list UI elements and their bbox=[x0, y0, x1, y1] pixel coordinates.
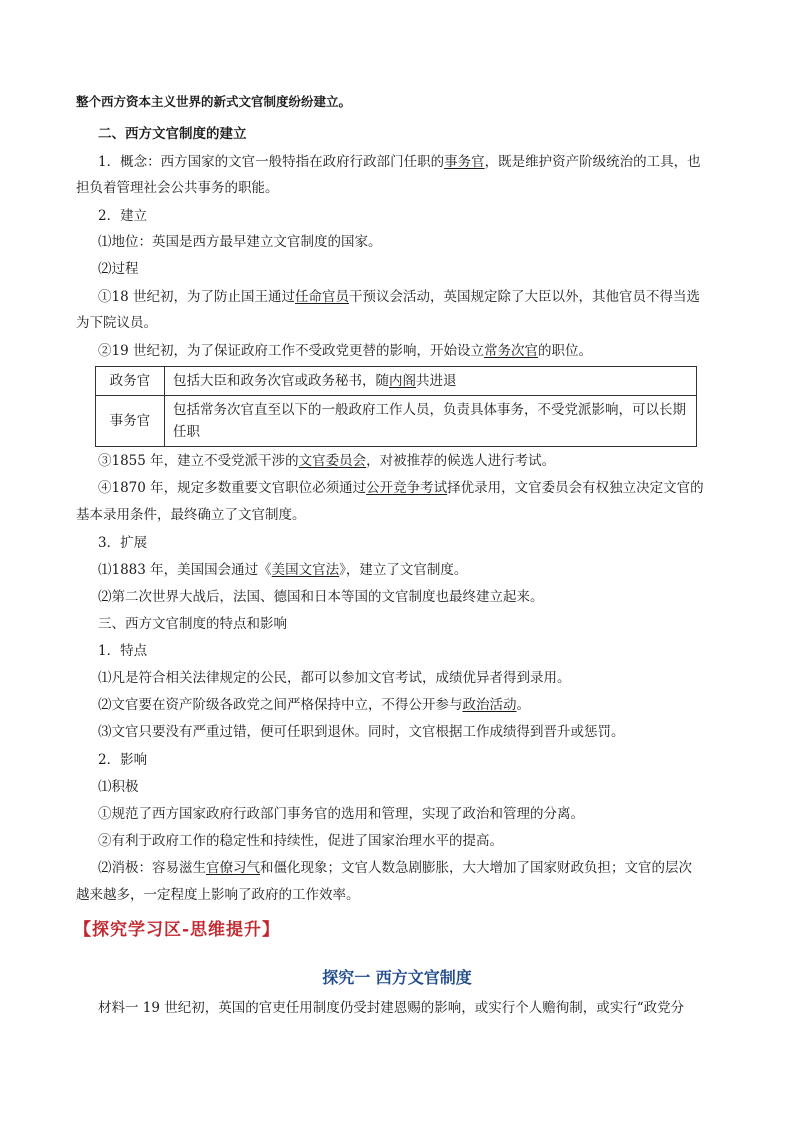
expand-item-2: ⑵第二次世界大战后，法国、德国和日本等国的文官制度也最终建立起来。 bbox=[98, 589, 544, 605]
process-item-1: ①18 世纪初，为了防止国王通过任命官员干预议会活动，英国规定除了大臣以外，其他官员不得当选 bbox=[98, 289, 700, 305]
process-item-2: ②19 世纪初，为了保证政府工作不受政党更替的影响，开始设立常务次官的职位。 bbox=[98, 343, 592, 359]
positive-item-2: ②有利于政府工作的稳定性和持续性，促进了国家治理水平的提高。 bbox=[98, 833, 503, 849]
process-item-4: ④1870 年，规定多数重要文官职位必须通过公开竞争考试择优录用，文官委员会有权独立决定文官的 bbox=[98, 480, 704, 496]
key-term-underline: 政治活动 bbox=[462, 697, 517, 713]
section-2-title: 二、西方文官制度的建立 bbox=[98, 126, 247, 142]
key-term-underline: 常务次官 bbox=[483, 343, 538, 359]
feature-3: ⑶文官只要没有严重过错，便可任职到退休。同时，文官根据工作成绩得到晋升或惩罚。 bbox=[98, 724, 625, 740]
process-item-1-cont: 为下院议员。 bbox=[76, 315, 157, 331]
key-term-underline: 事务官 bbox=[444, 154, 485, 170]
key-term-underline: 公开竞争考试 bbox=[366, 480, 448, 496]
concept-line: 1．概念：西方国家的文官一般特指在政府行政部门任职的事务官，既是维护资产阶级统治的工具，也 bbox=[98, 154, 701, 170]
process-heading: ⑵过程 bbox=[98, 261, 139, 277]
inquiry-section-header: 【探究学习区-思维提升】 bbox=[74, 920, 281, 940]
inquiry-title: 探究一 西方文官制度 bbox=[322, 968, 472, 987]
status-line: ⑴地位：英国是西方最早建立文官制度的国家。 bbox=[98, 234, 382, 250]
negative-line: ⑵消极：容易滋生官僚习气和僵化现象；文官人数急剧膨胀，大大增加了国家财政负担；文官的层次 bbox=[98, 860, 692, 876]
expand-item-1: ⑴1883 年，美国国会通过《美国文官法》，建立了文官制度。 bbox=[98, 562, 468, 578]
feature-2: ⑵文官要在资产阶级各政党之间严格保持中立，不得公开参与政治活动。 bbox=[98, 697, 530, 713]
concept-line-2: 担负着管理社会公共事务的职能。 bbox=[76, 180, 279, 196]
establish-heading: 2．建立 bbox=[98, 208, 148, 224]
features-heading: 1．特点 bbox=[98, 643, 148, 659]
table-row bbox=[96, 367, 697, 396]
negative-line-cont: 越来越多，一定程度上影响了政府的工作效率。 bbox=[76, 887, 360, 903]
table-cell: 包括大臣和政务次官或政务秘书，随内阁共进退 bbox=[165, 367, 697, 396]
expand-heading: 3．扩展 bbox=[98, 535, 148, 551]
table-row bbox=[96, 396, 697, 447]
material-line: 材料一 19 世纪初，英国的官吏任用制度仍受封建恩赐的影响，或实行个人赡徇制，或实行“政党分 bbox=[98, 1000, 685, 1016]
positive-heading: ⑴积极 bbox=[98, 779, 139, 795]
key-term-underline: 内阁 bbox=[389, 373, 416, 389]
positive-item-1: ①规范了西方国家政府行政部门事务官的选用和管理，实现了政治和管理的分离。 bbox=[98, 806, 584, 822]
impact-heading: 2．影响 bbox=[98, 752, 148, 768]
table-header-cell: 政务官 bbox=[96, 367, 165, 396]
feature-1: ⑴凡是符合相关法律规定的公民，都可以参加文官考试，成绩优异者得到录用。 bbox=[98, 670, 571, 686]
table-cell: 包括常务次官直至以下的一般政府工作人员，负责具体事务，不受党派影响，可以长期任职 bbox=[165, 396, 697, 447]
process-item-3: ③1855 年，建立不受党派干涉的文官委员会，对被推荐的候选人进行考试。 bbox=[98, 453, 556, 469]
key-term-underline: 美国文官法 bbox=[271, 562, 340, 578]
official-types-table bbox=[95, 366, 697, 447]
key-term-underline: 任命官员 bbox=[294, 289, 349, 305]
table-header-cell: 事务官 bbox=[96, 396, 165, 447]
process-item-4-cont: 基本录用条件，最终确立了文官制度。 bbox=[76, 507, 306, 523]
key-term-underline: 文官委员会 bbox=[298, 453, 367, 469]
intro-line: 整个西方资本主义世界的新式文官制度纷纷建立。 bbox=[76, 94, 352, 109]
section-3-title: 三、西方文官制度的特点和影响 bbox=[98, 616, 287, 632]
key-term-underline: 官僚习气 bbox=[206, 860, 260, 876]
